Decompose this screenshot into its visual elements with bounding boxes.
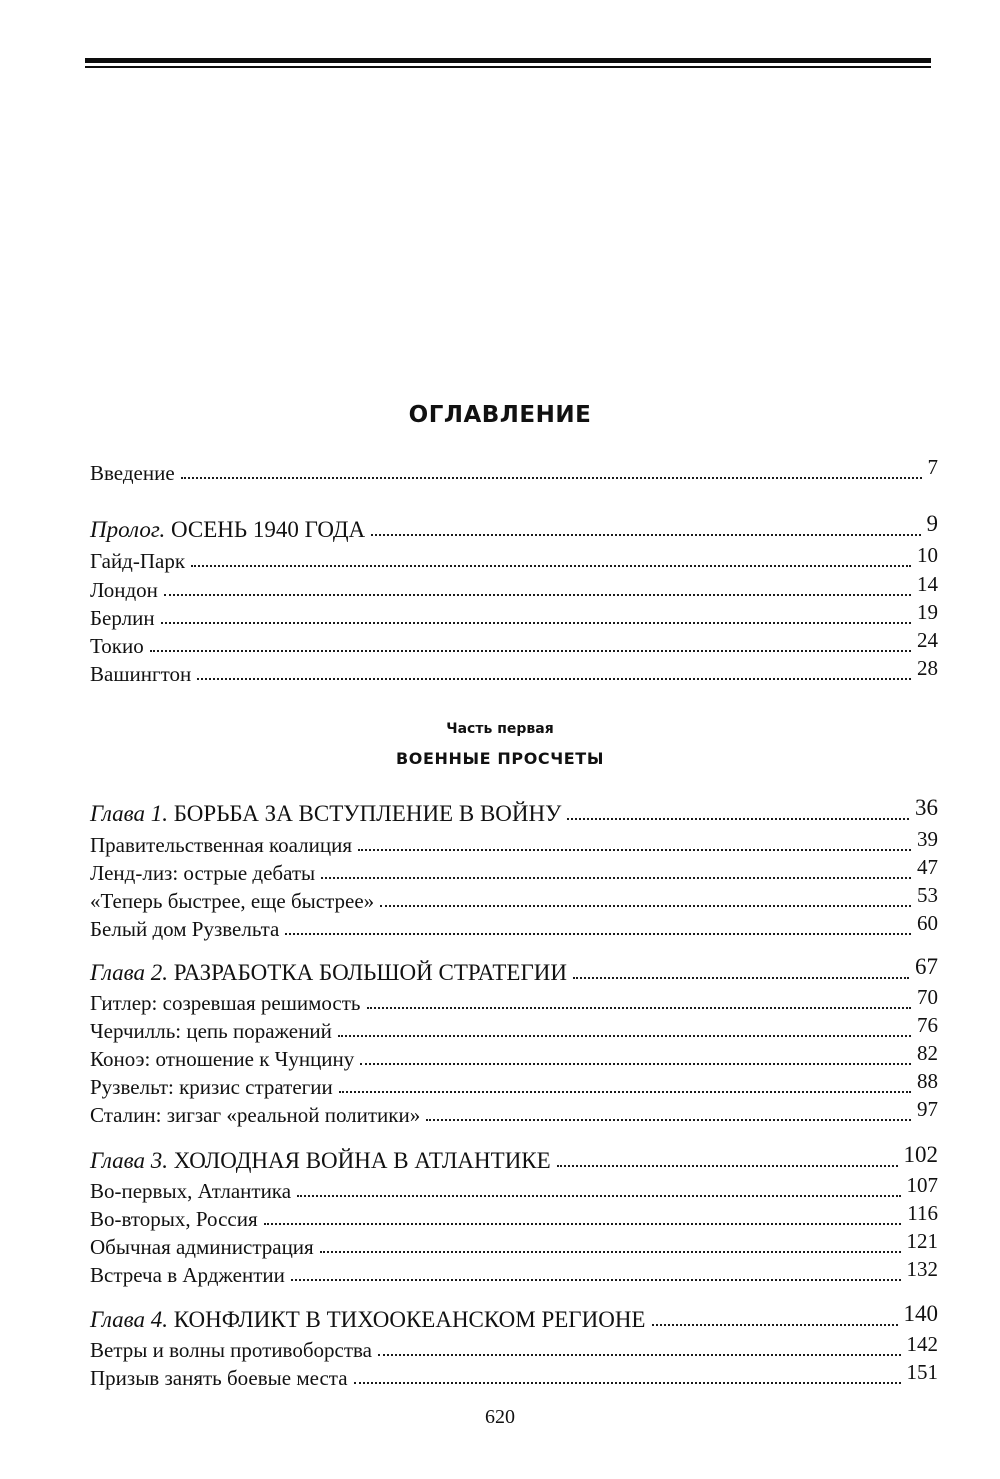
chapter-title: РАЗРАБОТКА БОЛЬШОЙ СТРАТЕГИИ [173,960,567,985]
toc-entry [90,600,938,631]
dot-leader [321,877,911,879]
toc-entry-page: 9 [926,511,938,536]
toc-entry-page: 88 [917,1069,938,1093]
dot-leader [557,1165,898,1167]
dot-leader [164,594,911,596]
toc-entry-page: 82 [917,1041,938,1065]
prologue-prefix: Пролог. [90,517,166,542]
toc-entry-page: 132 [906,1257,938,1281]
dot-leader [339,1091,911,1093]
toc-entry-page: 39 [917,827,938,851]
dot-leader [285,933,911,935]
toc-entry-label: Лондон [90,578,158,602]
toc-entry [90,1069,938,1100]
dot-leader [573,977,909,979]
toc-entry-page: 10 [917,543,938,567]
toc-entry [90,911,938,942]
chapter-prefix: Глава 4. [90,1307,168,1332]
dot-leader [358,849,911,851]
toc-entry-page: 28 [917,656,938,680]
toc-chapter-heading [90,1301,938,1333]
toc-entry-label: Токио [90,634,144,658]
chapter-title: БОРЬБА ЗА ВСТУПЛЕНИЕ В ВОЙНУ [173,801,562,826]
dot-leader [181,477,922,479]
toc-entry-page: 24 [917,628,938,652]
toc-entry [90,1360,938,1391]
toc-entry-label: Во-вторых, Россия [90,1207,258,1231]
prologue-title: ОСЕНЬ 1940 ГОДА [171,517,366,542]
dot-leader [197,678,911,680]
toc-entry [90,1041,938,1072]
toc-entry [90,572,938,603]
toc-chapter-heading [90,1142,938,1174]
dot-leader [367,1007,912,1009]
dot-leader [320,1251,901,1253]
toc-entry [90,628,938,659]
toc-entry [90,543,938,574]
toc-entry-label: Черчилль: цепь поражений [90,1019,332,1043]
toc-entry [90,1201,938,1232]
toc-prologue-heading [90,511,938,543]
dot-leader [291,1279,901,1281]
dot-leader [191,565,911,567]
toc-entry-page: 70 [917,985,938,1009]
toc-entry-label: Введение [90,461,175,485]
toc-entry [90,827,938,858]
toc-entry-label: Правительственная коалиция [90,833,353,857]
dot-leader [338,1035,911,1037]
toc-entry-page: 107 [906,1173,938,1197]
part-number: Часть первая [446,721,554,737]
toc-entry-page: 36 [915,795,938,820]
toc-entry-page: 151 [906,1360,938,1384]
dot-leader [150,650,911,652]
toc-entry-page: 121 [906,1229,938,1253]
dot-leader [371,534,920,536]
dot-leader [297,1195,900,1197]
toc-entry-page: 53 [917,883,938,907]
toc-chapter-heading [90,954,938,986]
part-title: ВОЕННЫЕ ПРОСЧЕТЫ [396,749,604,768]
toc-entry-page: 76 [917,1013,938,1037]
toc-title: ОГЛАВЛЕНИЕ [408,402,592,428]
toc-entry-page: 97 [917,1097,938,1121]
toc-entry-page: 142 [906,1332,938,1356]
dot-leader [264,1223,902,1225]
header-rule-thick [85,58,931,63]
toc-entry-page: 67 [915,954,938,979]
toc-entry-label: Гайд-Парк [90,549,186,573]
toc-entry-label: Встреча в Арджентии [90,1263,285,1287]
dot-leader [426,1119,911,1121]
dot-leader [354,1382,901,1384]
toc-entry-page: 19 [917,600,938,624]
page-number: 620 [485,1406,515,1428]
dot-leader [652,1324,898,1326]
header-rule-thin [85,66,931,68]
chapter-prefix: Глава 3. [90,1148,168,1173]
toc-entry-label: Гитлер: созревшая решимость [90,991,361,1015]
toc-entry [90,656,938,687]
toc-entry [90,1173,938,1204]
toc-entry-page: 102 [903,1142,938,1167]
toc-entry [90,883,938,914]
toc-entry-intro [90,455,938,486]
dot-leader [380,905,911,907]
toc-entry-label: Вашингтон [90,662,192,686]
toc-chapter-heading [90,795,938,827]
toc-entry-label: «Теперь быстрее, еще быстрее» [90,889,375,913]
toc-entry-page: 14 [917,572,938,596]
toc-entry-label: Ленд-лиз: острые дебаты [90,861,316,885]
toc-entry-page: 140 [903,1301,938,1326]
toc-entry-page: 60 [917,911,938,935]
toc-entry-label: Рузвельт: кризис стратегии [90,1075,333,1099]
toc-entry [90,1257,938,1288]
chapter-title: КОНФЛИКТ В ТИХООКЕАНСКОМ РЕГИОНЕ [173,1307,646,1332]
toc-entry-page: 116 [907,1201,938,1225]
toc-entry-label: Сталин: зигзаг «реальной политики» [90,1103,421,1127]
dot-leader [567,818,909,820]
toc-entry [90,985,938,1016]
chapter-title: ХОЛОДНАЯ ВОЙНА В АТЛАНТИКЕ [173,1148,551,1173]
toc-entry-label: Берлин [90,606,155,630]
dot-leader [360,1063,911,1065]
toc-entry-label: Призыв занять боевые места [90,1366,348,1390]
toc-entry-label: Ветры и волны противоборства [90,1338,372,1362]
toc-entry [90,1013,938,1044]
chapter-prefix: Глава 1. [90,801,168,826]
toc-entry-page: 47 [917,855,938,879]
toc-entry [90,1229,938,1260]
toc-entry-label: Коноэ: отношение к Чунцину [90,1047,355,1071]
dot-leader [161,622,911,624]
toc-entry-label: Обычная администрация [90,1235,314,1259]
toc-entry-label: Белый дом Рузвельта [90,917,280,941]
dot-leader [378,1354,901,1356]
toc-entry-label: Во-первых, Атлантика [90,1179,292,1203]
toc-entry [90,855,938,886]
toc-entry [90,1097,938,1128]
toc-entry [90,1332,938,1363]
toc-entry-page: 7 [927,455,938,479]
chapter-prefix: Глава 2. [90,960,168,985]
